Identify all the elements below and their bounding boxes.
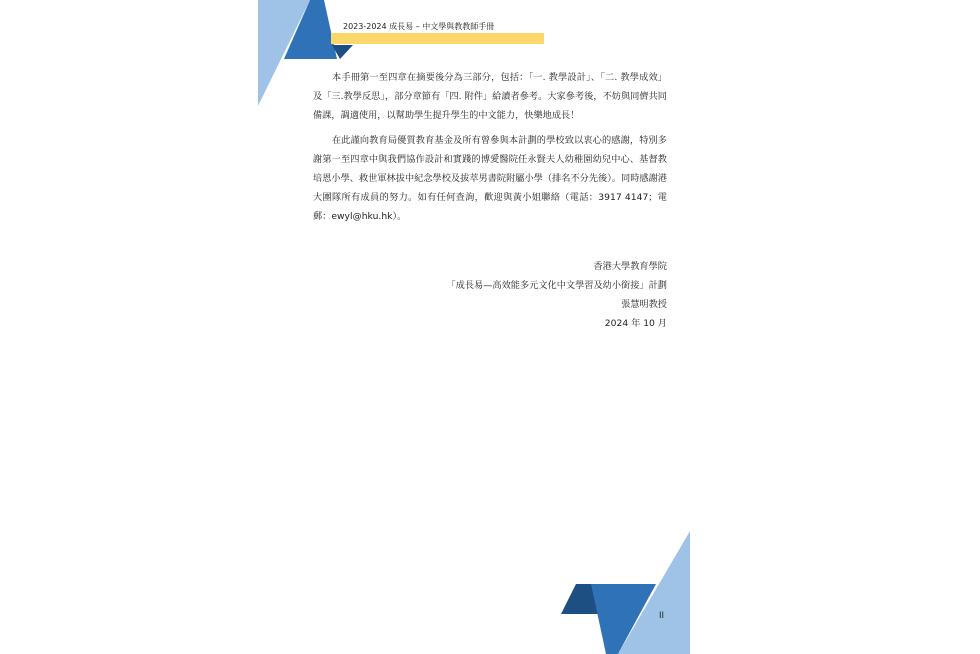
- header-accent-bar: [331, 33, 544, 44]
- signature-institution: 香港大學教育學院: [593, 261, 667, 272]
- signature-project: 「成長易—高效能多元文化中文學習及幼小銜接」計劃: [446, 280, 667, 291]
- document-page: [258, 0, 690, 654]
- signature-person: 張慧明教授: [621, 299, 667, 310]
- running-header: 2023-2024 成長易 – 中文學與教教師手冊: [343, 22, 495, 31]
- page-number: II: [659, 611, 665, 621]
- signature-date: 2024 年 10 月: [604, 318, 667, 329]
- intro-paragraph: 本手冊第一至四章在摘要後分為三部分，包括：「一. 教學設計」、「二. 教學成效」及「三.教學反思」，部分章節有「四. 附件」給讀者參考。大家參考後，不妨與同儕共同備課，調適使用，以幫助學生提升學生的中文能力，快樂地成長！: [313, 72, 667, 121]
- acknowledgement-paragraph: 在此謹向教育局優質教育基金及所有曾參與本計劃的學校致以衷心的感謝，特別多謝第一至四章中與我們協作設計和實踐的博愛醫院任永賢夫人幼稚園幼兒中心、基督教培恩小學、救世軍林拔中紀念學校及拔萃男書院附屬小學（排名不分先後）。同時感謝港大團隊所有成員的努力。如有任何查詢，歡迎與黃小姐聯絡（電話：3917 4147；電郵：ewyl@hku.hk）。: [313, 135, 667, 222]
